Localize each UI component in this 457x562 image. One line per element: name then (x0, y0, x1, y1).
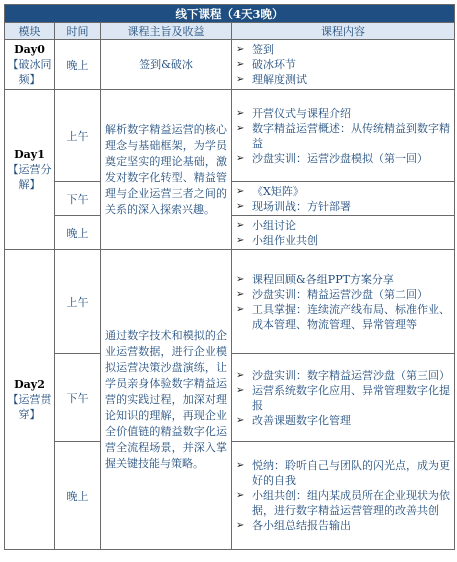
day2-morning-content (232, 250, 455, 354)
day1-label: Day1 (14, 148, 45, 161)
day2-afternoon-content (232, 354, 455, 442)
list-item: ➢ 数字精益运营概述：从传统精益到数字精益 (236, 121, 450, 150)
header-content: 课程内容 (232, 23, 455, 40)
list-item: ➢ 沙盘实训：运营沙盘模拟（第一回） (236, 151, 428, 165)
list-item: ➢ 现场训战：方针部署 (236, 199, 351, 213)
list-item: ➢ 签到 (236, 43, 274, 56)
arrow-bullet-icon: ➢ (236, 288, 245, 300)
arrow-bullet-icon: ➢ (236, 303, 245, 315)
list-item: ➢ 开营仪式与课程介绍 (236, 106, 351, 120)
list-item: ➢ 改善课题数字化管理 (236, 413, 351, 427)
list-item: ➢ 沙盘实训：数字精益运营沙盘（第三回） (236, 368, 450, 382)
day0-module (5, 40, 55, 90)
day2-subtitle: 【运营贯穿】 (7, 393, 52, 421)
day2-afternoon-time: 下午 (55, 354, 101, 442)
day2-goal: 通过数字技术和模拟的企业运营数据，进行企业模拟运营决策沙盘演练，让学员亲身体验数字精益运营的实践过程，加深对理论知识的理解，再现企业全价值链的精益数字化运营全流程场景，并深入掌握关键技能与策略。 (101, 250, 232, 550)
header-module: 模块 (5, 23, 55, 40)
arrow-bullet-icon: ➢ (236, 219, 245, 231)
day2-evening-content (232, 442, 455, 550)
day0-row (5, 40, 455, 90)
arrow-bullet-icon: ➢ (236, 384, 245, 396)
list-item: ➢ 小组讨论 (236, 218, 296, 232)
table-title: 线下课程（4天3晚） (5, 5, 455, 23)
schedule-table (4, 4, 455, 550)
arrow-bullet-icon: ➢ (236, 74, 245, 85)
day2-morning-time: 上午 (55, 250, 101, 354)
list-item: ➢ 工具掌握：连续流产线布局、标准作业、成本管理、物流管理、异常管理等 (236, 302, 450, 331)
list-item: ➢ 小组作业共创 (236, 233, 318, 247)
arrow-bullet-icon: ➢ (236, 59, 245, 70)
day2-label: Day2 (14, 378, 45, 391)
arrow-bullet-icon: ➢ (236, 152, 245, 164)
day1-afternoon-content (232, 182, 455, 216)
list-item: ➢ 各小组总结报告输出 (236, 519, 351, 532)
header-row (5, 23, 455, 40)
arrow-bullet-icon: ➢ (236, 122, 245, 134)
list-item: ➢ 小组共创：组内某成员所在企业现状为依据，进行数字精益运营管理的改善共创 (236, 489, 450, 517)
list-item: ➢ 沙盘实训：精益运营沙盘（第二回） (236, 287, 428, 301)
day0-subtitle: 【破冰同频】 (7, 58, 52, 86)
arrow-bullet-icon: ➢ (236, 490, 245, 501)
day1-evening-time: 晚上 (55, 216, 101, 250)
list-item: ➢ 课程回顾&各组PPT方案分享 (236, 272, 394, 286)
day1-afternoon-time: 下午 (55, 182, 101, 216)
arrow-bullet-icon: ➢ (236, 234, 245, 246)
day0-goal: 签到&破冰 (101, 40, 232, 90)
day0-time: 晚上 (55, 40, 101, 90)
list-item: ➢ 破冰环节 (236, 58, 296, 71)
arrow-bullet-icon: ➢ (236, 107, 245, 119)
day0-content (232, 40, 455, 90)
day2-evening-time: 晚上 (55, 442, 101, 550)
header-time: 时间 (55, 23, 101, 40)
day0-label: Day0 (14, 43, 45, 56)
arrow-bullet-icon: ➢ (236, 185, 245, 197)
list-item: ➢ 悦纳：聆听自己与团队的闪光点，成为更好的自我 (236, 459, 450, 487)
arrow-bullet-icon: ➢ (236, 273, 245, 285)
list-item: ➢ 运营系统数字化应用、异常管理数字化提报 (236, 383, 450, 412)
course-schedule (4, 4, 454, 550)
list-item: ➢ 理解度测试 (236, 73, 307, 86)
arrow-bullet-icon: ➢ (236, 460, 245, 471)
day1-morning-content (232, 90, 455, 182)
arrow-bullet-icon: ➢ (236, 369, 245, 381)
day1-morning-time: 上午 (55, 90, 101, 182)
day1-morning-row (5, 90, 455, 182)
arrow-bullet-icon: ➢ (236, 414, 245, 426)
list-item: ➢ 《X矩阵》 (236, 184, 304, 198)
arrow-bullet-icon: ➢ (236, 200, 245, 212)
day2-module (5, 250, 55, 550)
header-goal: 课程主旨及收益 (101, 23, 232, 40)
day1-evening-content (232, 216, 455, 250)
arrow-bullet-icon: ➢ (236, 44, 245, 55)
arrow-bullet-icon: ➢ (236, 520, 245, 531)
day1-goal: 解析数字精益运营的核心理念与基础框架，为学员奠定坚实的理论基础，激发对数字化转型、精益管理与企业运营三者之间的关系的深入探索兴趣。 (101, 90, 232, 250)
title-row (5, 5, 455, 23)
day1-subtitle: 【运营分解】 (7, 163, 52, 191)
day1-module (5, 90, 55, 250)
day2-morning-row (5, 250, 455, 354)
